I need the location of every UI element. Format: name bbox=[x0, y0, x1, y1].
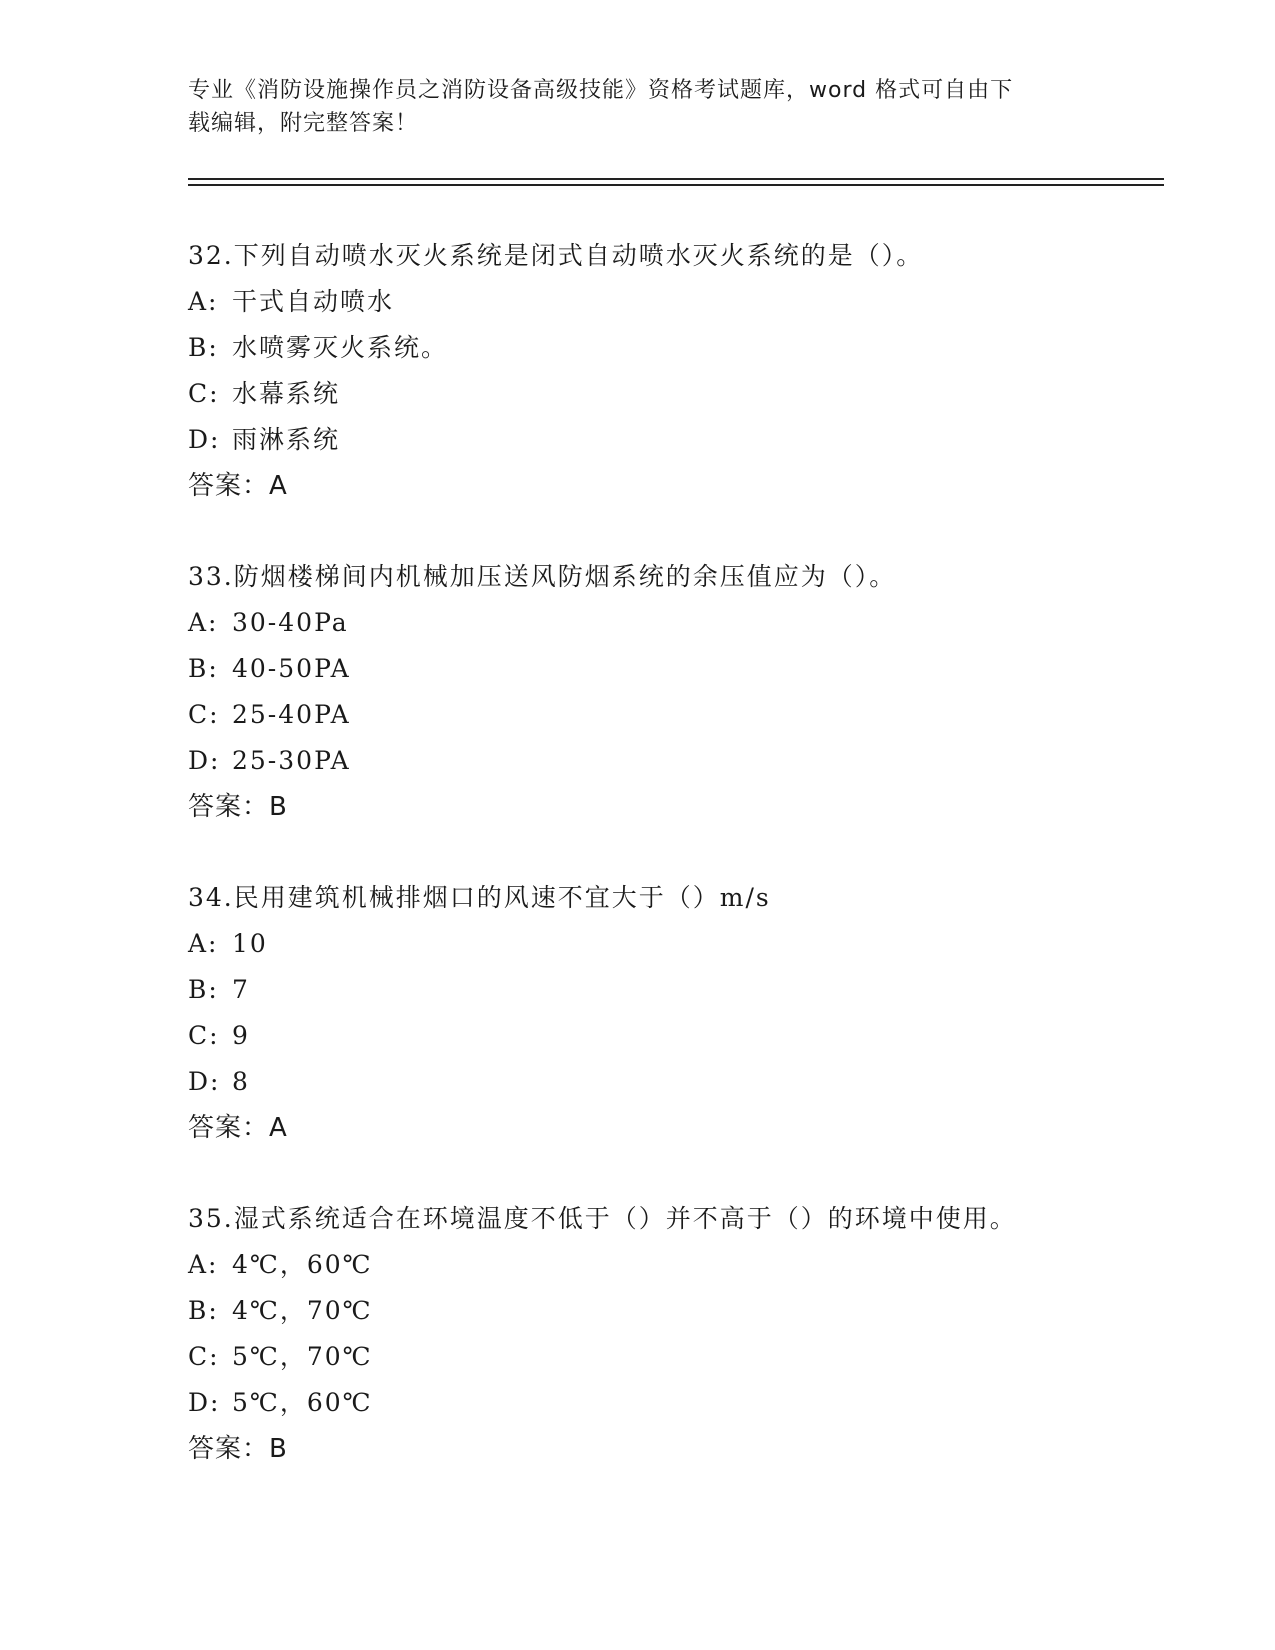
option-key: A: bbox=[188, 1250, 219, 1279]
option-a bbox=[188, 921, 1168, 967]
option-d bbox=[188, 1380, 1168, 1426]
option-text: 25-40PA bbox=[232, 700, 351, 729]
option-key: D: bbox=[188, 1388, 221, 1417]
option-d bbox=[188, 1059, 1168, 1105]
option-text: 40-50PA bbox=[232, 654, 351, 683]
option-key: C: bbox=[188, 379, 220, 408]
option-key: A: bbox=[188, 608, 219, 637]
question-stem: 34.民用建筑机械排烟口的风速不宜大于（）m/s bbox=[188, 883, 771, 912]
question-33 bbox=[188, 554, 1168, 830]
document-header bbox=[188, 74, 1088, 140]
option-key: A: bbox=[188, 929, 219, 958]
option-key: D: bbox=[188, 425, 221, 454]
option-key: C: bbox=[188, 1342, 220, 1371]
question-stem: 32.下列自动喷水灭火系统是闭式自动喷水灭火系统的是（）。 bbox=[188, 241, 924, 270]
option-c bbox=[188, 371, 1168, 417]
option-a bbox=[188, 600, 1168, 646]
option-a bbox=[188, 1242, 1168, 1288]
option-key: D: bbox=[188, 1067, 221, 1096]
header-line-2: 载编辑，附完整答案！ bbox=[188, 111, 419, 136]
option-text: 4℃，70℃ bbox=[232, 1296, 373, 1325]
option-c bbox=[188, 1013, 1168, 1059]
option-text: 30-40Pa bbox=[232, 608, 349, 637]
option-text: 水喷雾灭火系统。 bbox=[232, 333, 449, 362]
option-b bbox=[188, 646, 1168, 692]
option-text: 9 bbox=[232, 1021, 250, 1050]
option-c bbox=[188, 692, 1168, 738]
option-d bbox=[188, 738, 1168, 784]
option-key: D: bbox=[188, 746, 221, 775]
option-text: 5℃，60℃ bbox=[232, 1388, 373, 1417]
header-divider-top bbox=[188, 178, 1164, 180]
option-b bbox=[188, 967, 1168, 1013]
answer-line: 答案：A bbox=[188, 471, 288, 501]
header-line-1: 专业《消防设施操作员之消防设备高级技能》资格考试题库，word 格式可自由下 bbox=[188, 78, 1014, 103]
option-text: 干式自动喷水 bbox=[232, 287, 395, 316]
option-text: 4℃，60℃ bbox=[232, 1250, 373, 1279]
question-32 bbox=[188, 233, 1168, 509]
option-d bbox=[188, 417, 1168, 463]
option-text: 雨淋系统 bbox=[232, 425, 341, 454]
header-divider-bottom bbox=[188, 184, 1164, 186]
option-key: B: bbox=[188, 654, 219, 683]
question-stem: 35.湿式系统适合在环境温度不低于（）并不高于（）的环境中使用。 bbox=[188, 1204, 1017, 1233]
option-key: B: bbox=[188, 1296, 219, 1325]
question-34 bbox=[188, 875, 1168, 1151]
option-key: C: bbox=[188, 700, 220, 729]
option-key: B: bbox=[188, 975, 219, 1004]
answer-line: 答案：B bbox=[188, 1434, 288, 1464]
option-b bbox=[188, 325, 1168, 371]
option-key: A: bbox=[188, 287, 219, 316]
option-b bbox=[188, 1288, 1168, 1334]
question-stem: 33.防烟楼梯间内机械加压送风防烟系统的余压值应为（）。 bbox=[188, 562, 897, 591]
option-a bbox=[188, 279, 1168, 325]
answer-line: 答案：A bbox=[188, 1113, 288, 1143]
option-text: 5℃，70℃ bbox=[232, 1342, 373, 1371]
option-text: 7 bbox=[232, 975, 250, 1004]
option-text: 10 bbox=[232, 929, 268, 958]
option-text: 水幕系统 bbox=[232, 379, 341, 408]
option-text: 8 bbox=[232, 1067, 250, 1096]
option-key: B: bbox=[188, 333, 219, 362]
question-35 bbox=[188, 1196, 1168, 1472]
option-c bbox=[188, 1334, 1168, 1380]
answer-line: 答案：B bbox=[188, 792, 288, 822]
option-text: 25-30PA bbox=[232, 746, 351, 775]
option-key: C: bbox=[188, 1021, 220, 1050]
